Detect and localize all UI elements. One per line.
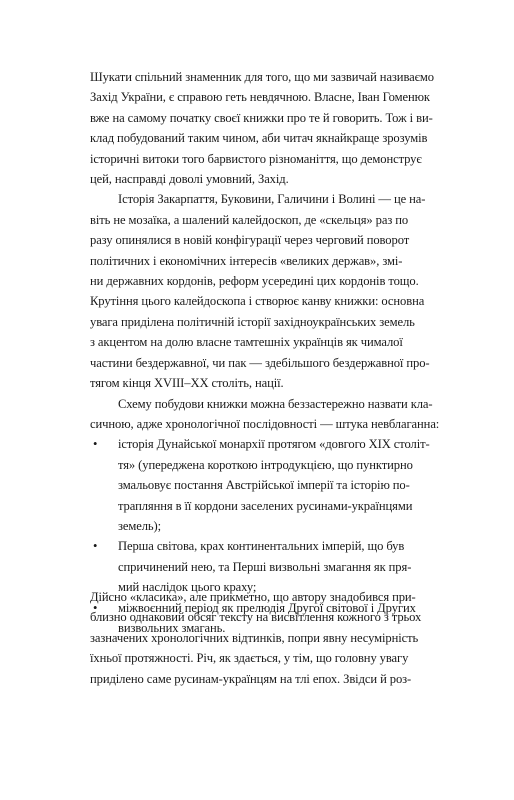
- text-line: сичною, адже хронологічної послідовності — штука невблаганна:: [90, 416, 440, 431]
- text-line: Крутіння цього калейдоскопа і створює канву книжки: основна: [90, 294, 425, 309]
- main-text-continued: [90, 587, 456, 689]
- text-line: • історія Дунайської монархії протягом «довгого XIX століт-: [118, 437, 430, 452]
- text-line: Захід України, є справою геть невдячною. Власне, Іван Гоменюк: [90, 90, 430, 105]
- text-line: увага приділена політичній історії західноукраїнських земель: [90, 314, 415, 329]
- text-line: • міжвоєнний період як прелюдія Другої світової і Других: [118, 600, 416, 615]
- text-line: трапляння в її кордони заселених русинами-українцями: [118, 498, 413, 513]
- text-line: їхньої протяжності. Річ, як здається, у тім, що головну увагу: [90, 651, 409, 666]
- text-line: тягом кінця XVIII–XX століть, нації.: [90, 376, 284, 391]
- text-line: клад побудований таким чином, аби читач якнайкраще зрозумів: [90, 131, 428, 146]
- text-line: приділено саме русинам-українцям на тлі епох. Звідси й роз-: [90, 671, 412, 686]
- text-line: вже на самому початку своєї книжки про те й говорить. Тож і ви-: [90, 110, 433, 125]
- text-line: близно однаковий обсяг тексту на висвітлення кожного з трьох: [90, 610, 422, 625]
- text-line: ни державних кордонів, реформ усередині цих кордонів тощо.: [90, 274, 419, 289]
- text-line: земель);: [118, 518, 162, 533]
- text-line: визвольних змагань.: [118, 620, 226, 635]
- text-line: змальовує постання Австрійської імперії та історію по-: [118, 478, 410, 493]
- text-line: частини бездержавної, чи пак — здебільшого бездержавної про-: [90, 355, 430, 370]
- main-text: [90, 67, 456, 638]
- list-item: [90, 434, 456, 536]
- text-line: цей, насправді доволі умовний, Захід.: [90, 172, 289, 187]
- text-line: Схему побудови книжки можна беззастережно назвати кла-: [118, 396, 433, 411]
- text-line: Дійсно «класика», але прикметно, що автору знадобився при-: [90, 590, 416, 604]
- text-line: мий наслідок цього краху;: [118, 580, 257, 595]
- text-line: Історія Закарпаття, Буковини, Галичини і Волині — це на-: [118, 192, 426, 207]
- text-line: • Перша світова, крах континентальних імперій, що був: [118, 539, 405, 554]
- text-line: історичні витоки того барвистого різноманіття, що демонструє: [90, 151, 422, 166]
- text-line: спричинений нею, та Перші визвольні змагання як пря-: [118, 559, 412, 574]
- paragraph-classic: [90, 587, 456, 689]
- text-line: з акцентом на долю власне тамтешніх українців як чималої: [90, 335, 403, 350]
- text-line: віть не мозаїка, а шалений калейдоскоп, де «скельця» раз по: [90, 212, 409, 227]
- text-line: разу опинялися в новій конфігурації через черговий поворот: [90, 233, 410, 248]
- text-line: зазначених хронологічних відтинків, попри явну несумірність: [90, 630, 419, 645]
- paragraph-history: [90, 189, 456, 393]
- paragraph-scheme: [90, 394, 456, 435]
- text-line: політичних і економічних інтересів «великих держав», змі-: [90, 253, 403, 268]
- text-line: тя» (упереджена короткою інтродукцією, що пунктирно: [118, 457, 413, 472]
- text-line: Шукати спільний знаменник для того, що ми зазвичай називаємо: [90, 70, 434, 84]
- paragraph-intro: [90, 67, 456, 189]
